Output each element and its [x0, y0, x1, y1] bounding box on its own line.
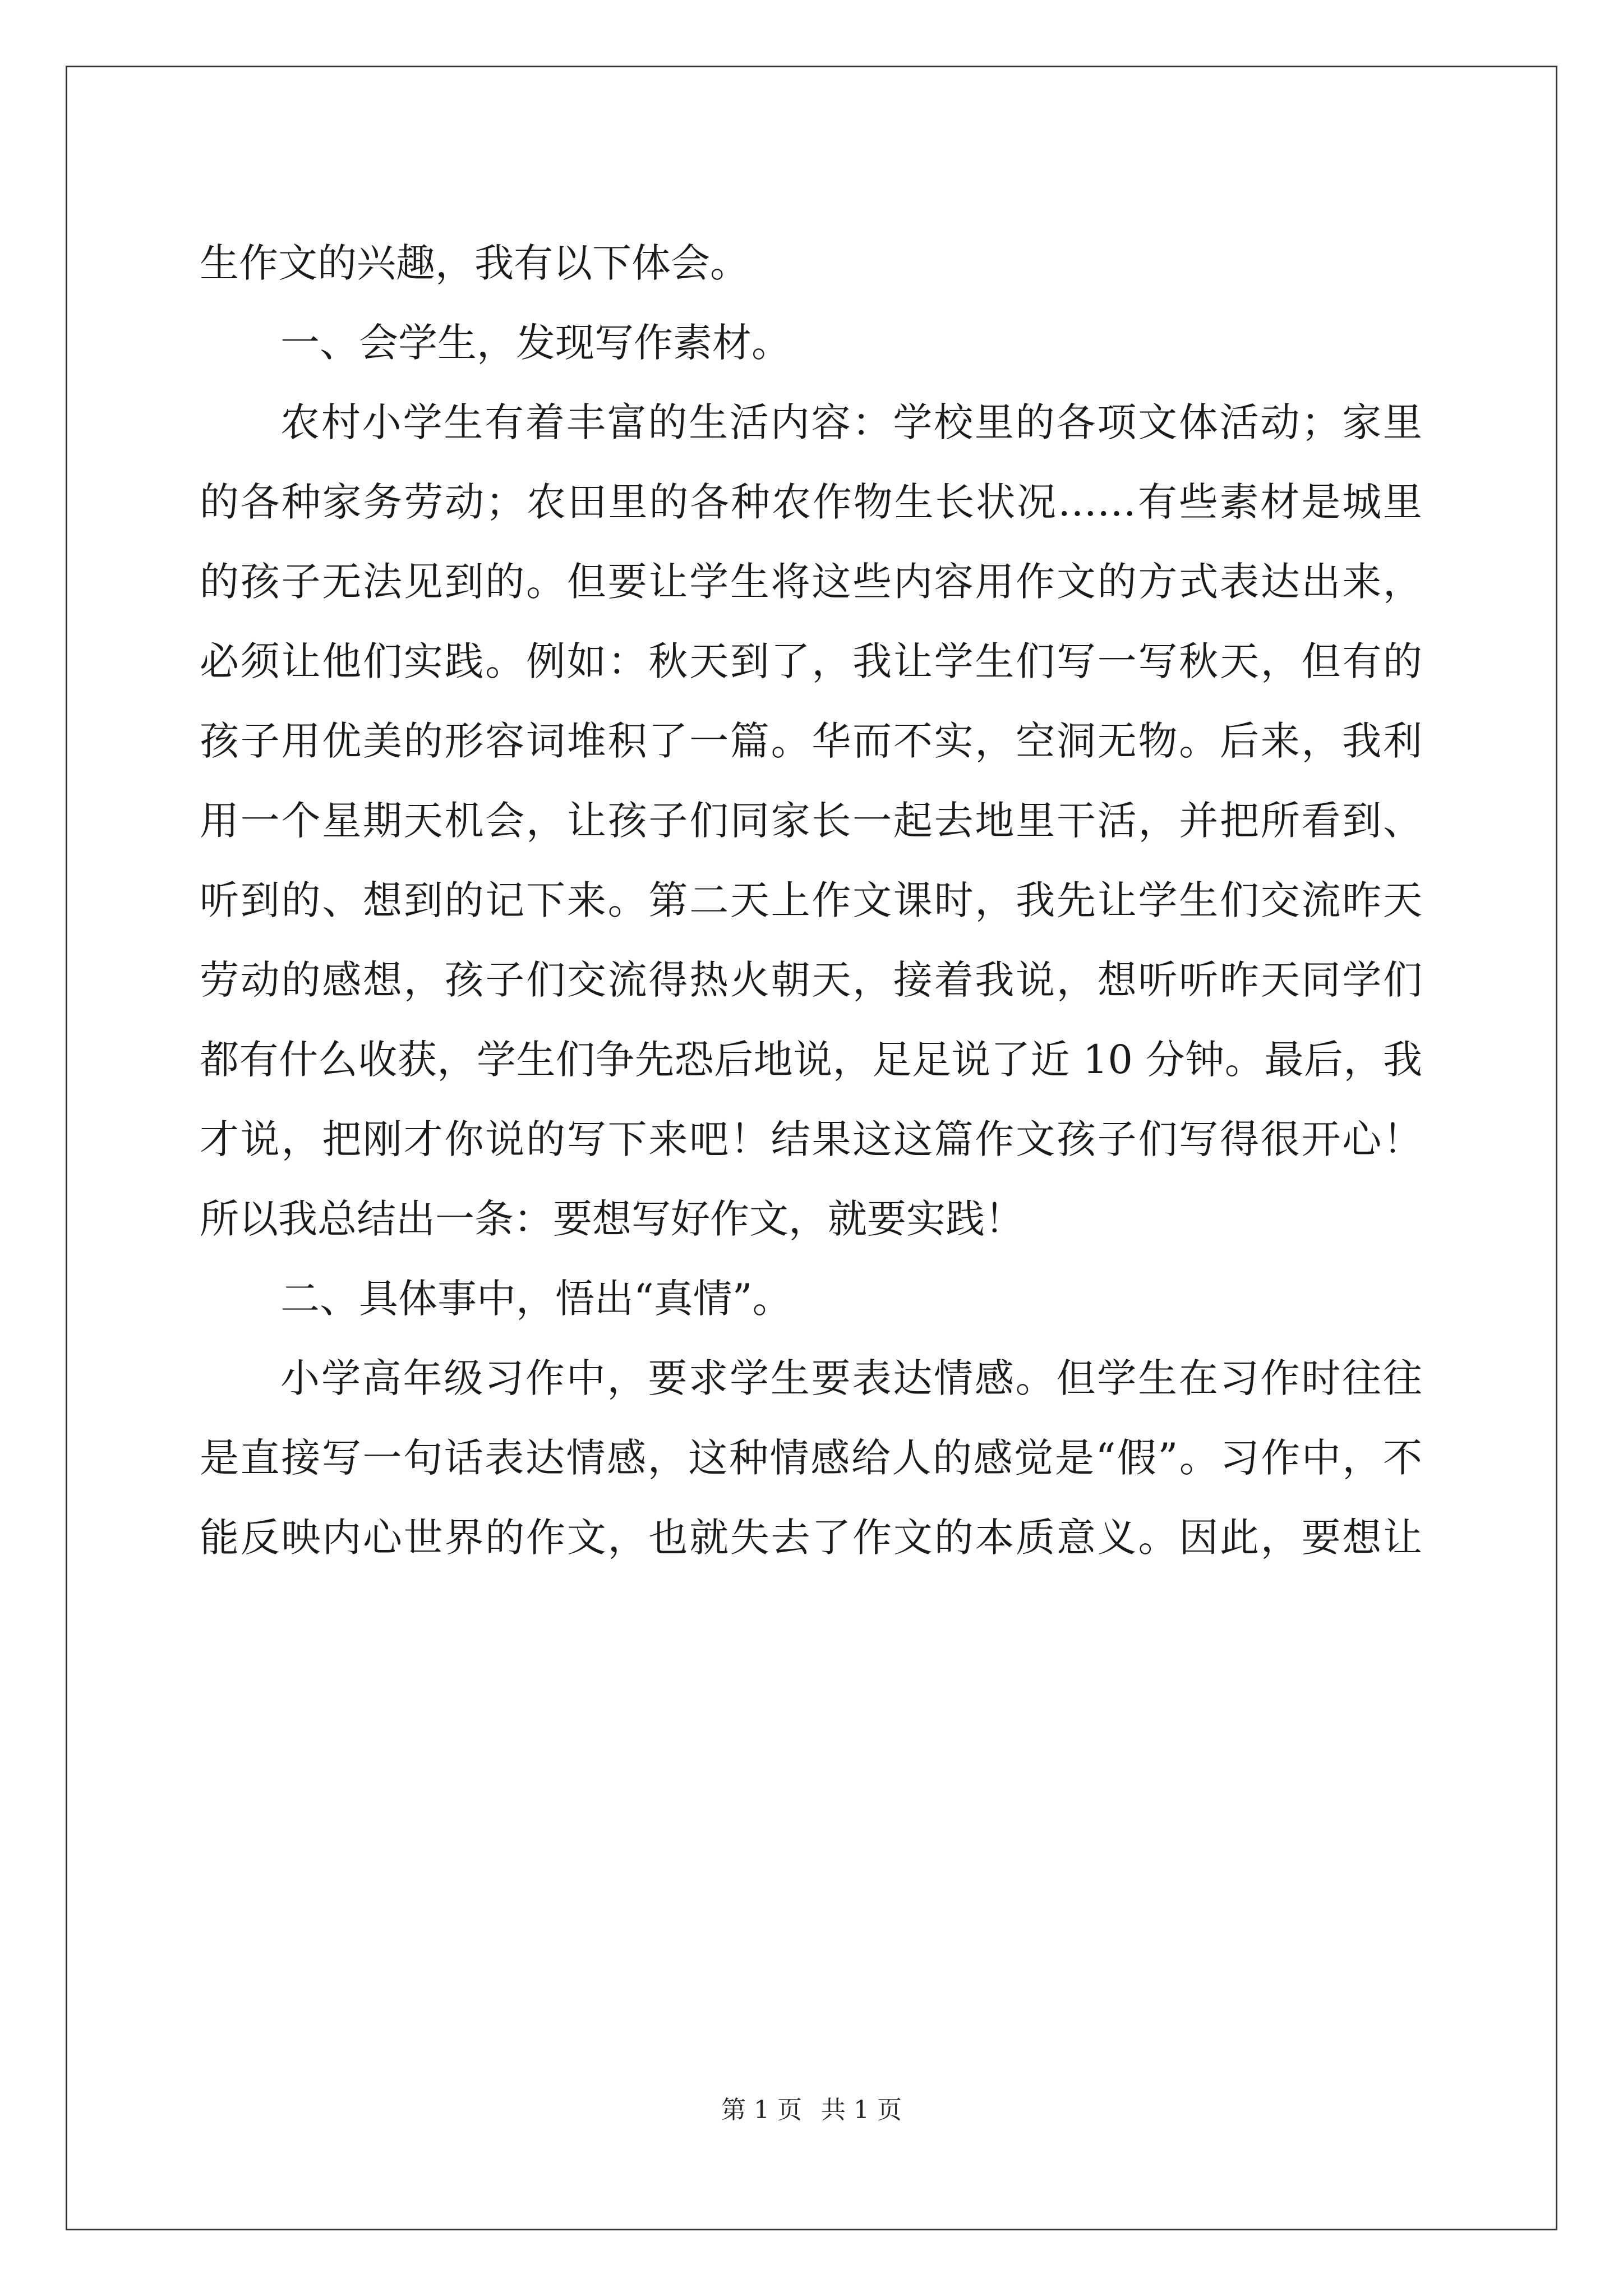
text-line-3: 农村小学生有着丰富的生活内容：学校里的各项文体活动；家里: [280, 399, 1422, 445]
text-line-17: 能反映内心世界的作文，也就失去了作文的本质意义。因此，要想让: [200, 1515, 1422, 1561]
text-line-10: 劳动的感想，孩子们交流得热火朝天，接着我说，想听听昨天同学们: [200, 957, 1422, 1003]
text-line-15: 小学高年级习作中，要求学生要表达情感。但学生在习作时往往: [280, 1355, 1422, 1401]
page-number: 第 1 页: [721, 2096, 802, 2124]
text-line-7: 孩子用优美的形容词堆积了一篇。华而不实，空洞无物。后来，我利: [200, 718, 1422, 764]
text-line-5: 的孩子无法见到的。但要让学生将这些内容用作文的方式表达出来，: [200, 559, 1422, 605]
text-line-9: 听到的、想到的记下来。第二天上作文课时，我先让学生们交流昨天: [200, 877, 1422, 923]
heading-section-1: 一、会学生，发现写作素材。: [280, 320, 791, 366]
text-line-1: 生作文的兴趣，我有以下体会。: [200, 240, 749, 286]
text-line-4: 的各种家务劳动；农田里的各种农作物生长状况……有些素材是城里: [200, 479, 1422, 525]
page-total: 共 1 页: [821, 2096, 902, 2124]
text-line-6: 必须让他们实践。例如：秋天到了，我让学生们写一写秋天，但有的: [200, 638, 1422, 684]
document-body: [200, 223, 1422, 1577]
text-line-12: 才说，把刚才你说的写下来吧！结果这这篇作文孩子们写得很开心！: [200, 1116, 1422, 1162]
page-footer: [0, 2093, 1623, 2127]
text-line-11: 都有什么收获，学生们争先恐后地说，足足说了近 10 分钟。最后，我: [200, 1037, 1422, 1083]
text-line-16: 是直接写一句话表达情感，这种情感给人的感觉是“假”。习作中，不: [200, 1435, 1422, 1481]
heading-section-2: 二、具体事中，悟出“真情”。: [280, 1276, 792, 1322]
text-line-8: 用一个星期天机会，让孩子们同家长一起去地里干活，并把所看到、: [200, 798, 1422, 844]
text-line-13: 所以我总结出一条：要想写好作文，就要实践！: [200, 1196, 1024, 1242]
